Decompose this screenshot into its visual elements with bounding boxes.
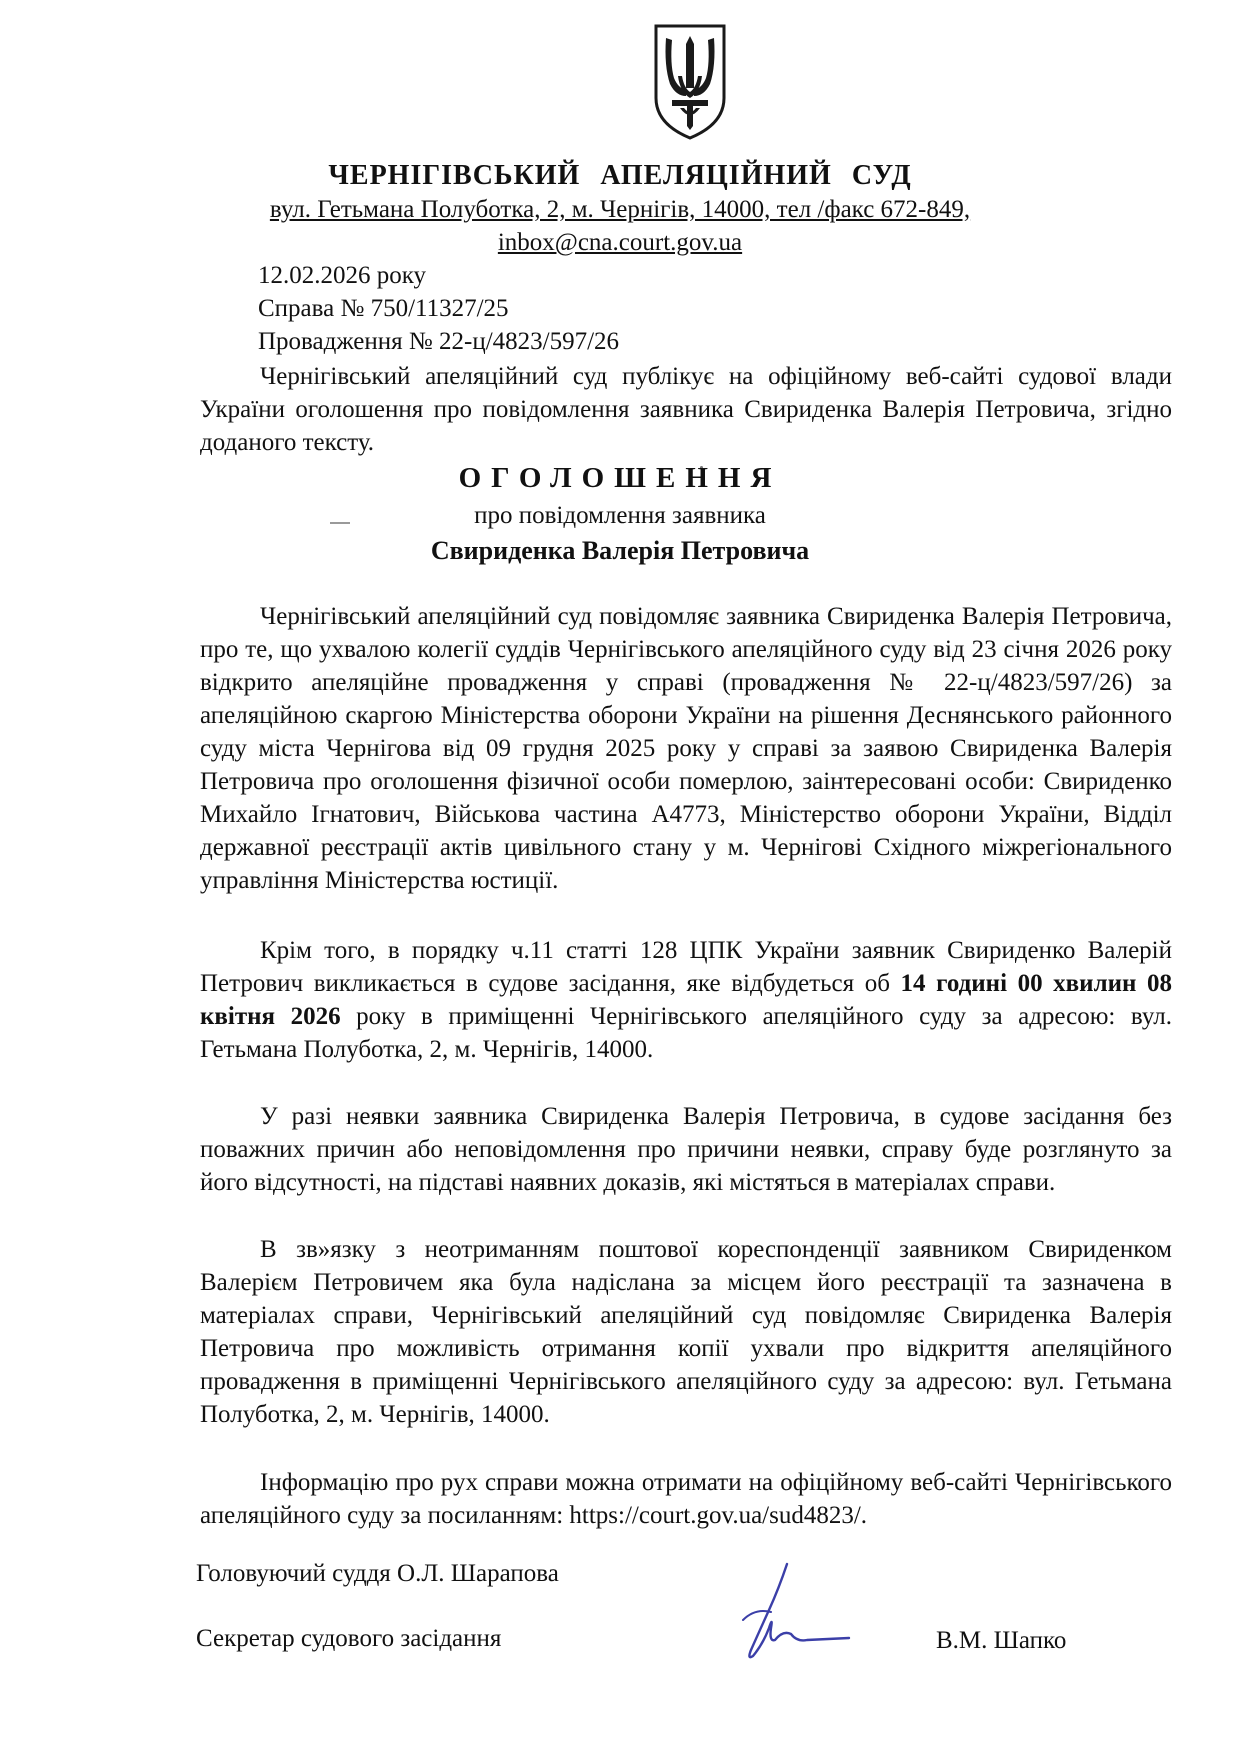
body-paragraph-3: У разі неявки заявника Свириденка Валерія Петровича, в судове засідання без поважних причин або неповідомлення про причини неявки, справу буде розглянуто за його відсутності, на підставі наявних доказів, які містяться в матеріалах справи. (200, 1103, 1172, 1196)
court-email: inbox@cna.court.gov.ua (497, 229, 743, 256)
handwritten-signature (725, 1560, 855, 1665)
document-date: 12.02.2026 року (258, 262, 427, 289)
secretary-name: В.М. Шапко (936, 1627, 1067, 1654)
trident-emblem-icon (650, 22, 730, 140)
announcement-name: Свириденка Валерія Петровича (430, 536, 810, 565)
body-paragraph-5: Інформацію про рух справи можна отримати на офіційному веб-сайті Чернігівського апеляційного суду за посиланням: https://court.gov.ua/sud4823/. (200, 1469, 1172, 1529)
court-name: ЧЕРНІГІВСЬКИЙ АПЕЛЯЦІЙНИЙ СУД (328, 160, 912, 191)
body-paragraph-2 (200, 934, 1172, 1066)
paragraph-2-text-start: Крім того, в порядку ч.11 статті 128 ЦПК України заявник Свириденко Валерій Петрович викликається в судове засідання, яке відбудеться об (200, 937, 1172, 997)
intro-paragraph: Чернігівський апеляційний суд публікує на офіційному веб-сайті судової влади України оголошення про повідомлення заявника Свириденка Валерія Петровича, згідно доданого тексту. (200, 363, 1172, 456)
court-address: вул. Гетьмана Полуботка, 2, м. Чернігів, 14000, тел /факс 672-849, (269, 196, 971, 223)
presiding-judge: Головуючий суддя О.Л. Шарапова (196, 1560, 559, 1587)
paragraph-2-text-end: року в приміщенні Чернігівського апеляційного суду за адресою: вул. Гетьмана Полуботка, 2, м. Чернігів, 14000. (200, 1003, 1172, 1063)
case-number: Справа № 750/11327/25 (258, 295, 509, 322)
announcement-subtitle: про повідомлення заявника (474, 502, 766, 529)
announcement-title: ОГОЛОШЕННЯ (458, 462, 782, 494)
body-paragraph-1: Чернігівський апеляційний суд повідомляє заявника Свириденка Валерія Петровича, про те, що ухвалою колегії суддів Чернігівського апеляційного суду від 23 січня 2026 року відкрито апеляційне провадження у справі (провадження № 22-ц/4823/597/26) за апеляційною скаргою Міністерства оборони України на рішення Деснянського районного суду міста Чернігова від 09 грудня 2025 року у справі за заявою Свириденка Валерія Петровича про оголошення фізичної особи померлою, заінтересовані особи: Свириденко Михайло Ігнатович, Військова частина А4773, Міністерство оборони України, Відділ державної реєстрації актів цивільного стану у м. Чернігові Східного міжрегіонального управління Міністерства юстиції. (200, 603, 1172, 894)
secretary-label: Секретар судового засідання (196, 1625, 502, 1652)
body-paragraph-4: В зв»язку з неотриманням поштової кореспонденції заявником Свириденком Валерієм Петровичем яка була надіслана за місцем його реєстрації та зазначена в матеріалах справи, Чернігівський апеляційний суд повідомляє Свириденка Валерія Петровича про можливість отримання копії ухвали про відкриття апеляційного провадження в приміщенні Чернігівського апеляційного суду за адресою: вул. Гетьмана Полуботка, 2, м. Чернігів, 14000. (200, 1236, 1172, 1428)
hearing-datetime: 14 годині 00 хвилин 08 квітня 2026 (200, 970, 1172, 1030)
proceeding-number: Провадження № 22-ц/4823/597/26 (258, 328, 620, 355)
